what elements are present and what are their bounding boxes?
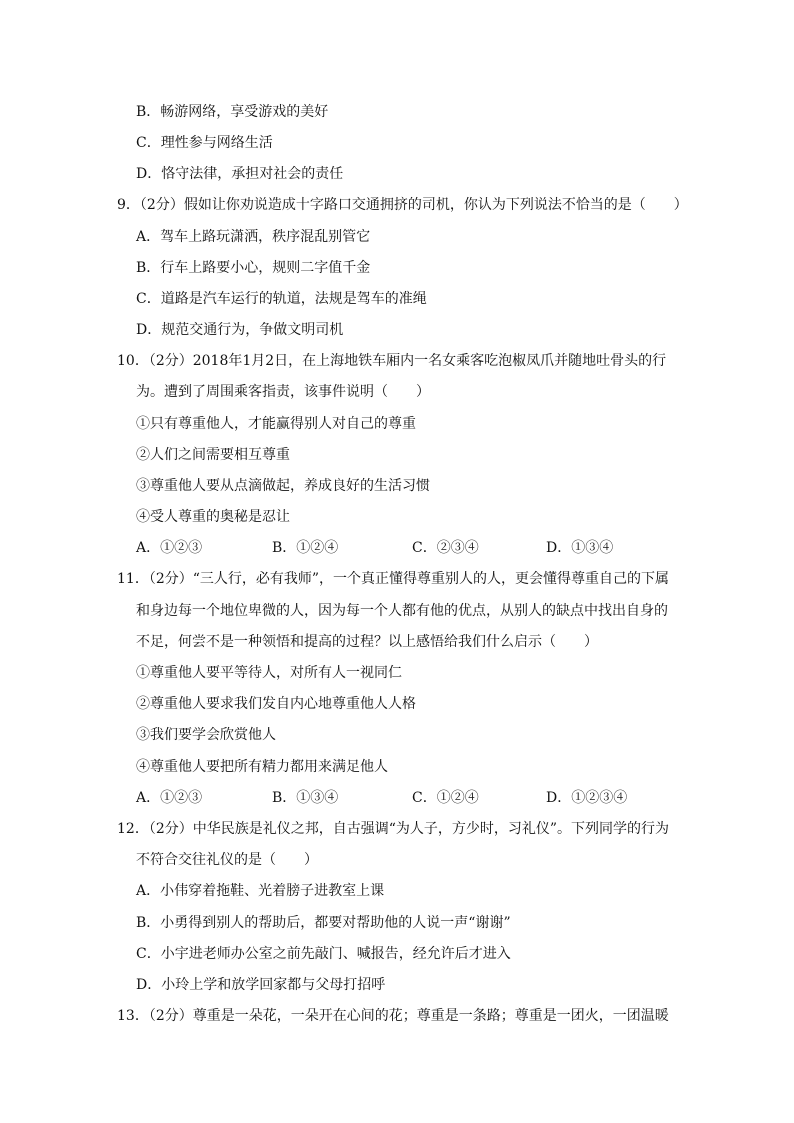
q11-statement-4: ④尊重他人要把所有精力都用来满足他人 (136, 759, 388, 775)
q9-option-c: C．道路是汽车运行的轨道，法规是驾车的准绳 (136, 291, 427, 307)
q10-stem-line1: 10．（2分）2018年1月2日，在上海地铁车厢内一名女乘客吃泡椒凤爪并随地吐骨头的行 (117, 353, 667, 369)
q10-statement-1: ①只有尊重他人，才能赢得别人对自己的尊重 (136, 416, 416, 432)
q10-stem-line2: 为。遭到了周围乘客指责，该事件说明（ ） (136, 384, 430, 400)
q12-option-a: A．小伟穿着拖鞋、光着膀子进教室上课 (136, 883, 385, 899)
q11-stem-line2: 和身边每一个地位卑微的人，因为每一个人都有他的优点，从别人的缺点中找出自身的 (136, 603, 668, 619)
q10-statement-3: ③尊重他人要从点滴做起，养成良好的生活习惯 (136, 478, 430, 494)
q11-choice-c: C．①②④ (412, 790, 479, 806)
q11-stem-line1: 11．（2分）“三人行，必有我师”，一个真正懂得尊重别人的人，更会懂得尊重自己的下属 (117, 571, 670, 587)
q11-choice-d: D．①②③④ (546, 790, 628, 806)
q9-option-b: B．行车上路要小心，规则二字值千金 (136, 260, 371, 276)
q11-choice-b: B．①③④ (272, 790, 339, 806)
q10-statement-4: ④受人尊重的奥秘是忍让 (136, 509, 290, 525)
q9-option-d: D．规范交通行为，争做文明司机 (136, 322, 344, 338)
q12-option-c: C．小宇进老师办公室之前先敲门、喊报告，经允许后才进入 (136, 946, 511, 962)
q10-choice-b: B．①②④ (272, 540, 339, 556)
q9-stem: 9．（2分）假如让你劝说造成十字路口交通拥挤的司机，你认为下列说法不恰当的是（ ） (117, 197, 688, 213)
q11-stem-line3: 不足，何尝不是一种领悟和提高的过程？以上感悟给我们什么启示（ ） (136, 634, 598, 650)
q11-statement-2: ②尊重他人要求我们发自内心地尊重他人人格 (136, 696, 416, 712)
q11-statement-1: ①尊重他人要平等待人，对所有人一视同仁 (136, 665, 402, 681)
q12-option-d: D．小玲上学和放学回家都与父母打招呼 (136, 977, 386, 993)
q8-option-b: B．畅游网络，享受游戏的美好 (136, 104, 329, 120)
q11-choice-a: A．①②③ (136, 790, 203, 806)
q10-statement-2: ②人们之间需要相互尊重 (136, 447, 290, 463)
q10-choice-d: D．①③④ (546, 540, 614, 556)
q10-choice-a: A．①②③ (136, 540, 203, 556)
q8-option-c: C．理性参与网络生活 (136, 135, 273, 151)
q8-option-d: D．恪守法律，承担对社会的责任 (136, 166, 344, 182)
q10-choice-c: C．②③④ (412, 540, 479, 556)
q12-stem-line2: 不符合交往礼仪的是（ ） (136, 852, 318, 868)
q12-stem-line1: 12．（2分）中华民族是礼仪之邦，自古强调“为人子，方少时，习礼仪”。下列同学的行为 (117, 821, 670, 837)
q9-option-a: A．驾车上路玩潇洒，秩序混乱别管它 (136, 229, 371, 245)
q11-statement-3: ③我们要学会欣赏他人 (136, 727, 276, 743)
q12-option-b: B．小勇得到别人的帮助后，都要对帮助他的人说一声“谢谢” (136, 915, 511, 931)
q13-stem-line1: 13．（2分）尊重是一朵花，一朵开在心间的花；尊重是一条路；尊重是一团火，一团温暖 (117, 1008, 669, 1024)
